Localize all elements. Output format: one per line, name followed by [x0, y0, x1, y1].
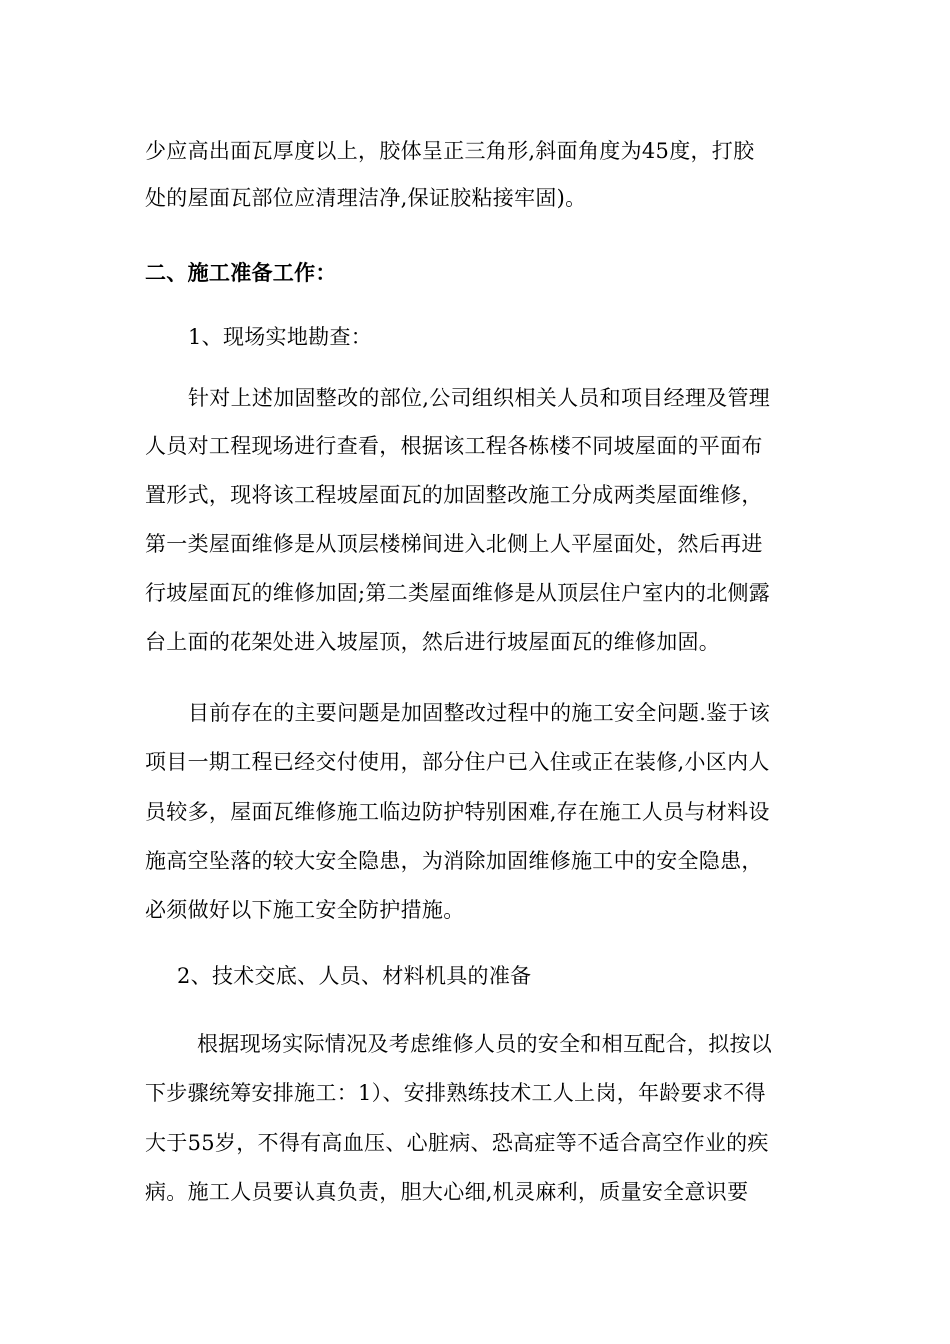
paragraph-line: 根据现场实际情况及考虑维修人员的安全和相互配合，拟按以: [197, 1032, 773, 1056]
subsection-heading: 2、技术交底、人员、材料机具的准备: [177, 964, 532, 988]
paragraph-line: 台上面的花架处进入坡屋顶，然后进行坡屋面瓦的维修加固。: [145, 630, 721, 654]
paragraph-line: 施高空坠落的较大安全隐患，为消除加固维修施工中的安全隐患，: [145, 849, 763, 873]
section-heading: 二、施工准备工作：: [145, 261, 337, 285]
paragraph-line: 项目一期工程已经交付使用，部分住户已入住或正在装修,小区内人: [145, 750, 770, 774]
paragraph-line: 目前存在的主要问题是加固整改过程中的施工安全问题.鉴于该: [188, 701, 771, 725]
paragraph-line: 置形式，现将该工程坡屋面瓦的加固整改施工分成两类屋面维修，: [145, 483, 763, 507]
paragraph-line: 病。施工人员要认真负责，胆大心细,机灵麻利，质量安全意识要: [145, 1180, 749, 1204]
subsection-heading: 1、现场实地勘查：: [188, 325, 373, 349]
paragraph-line: 员较多，屋面瓦维修施工临边防护特别困难,存在施工人员与材料设: [145, 800, 770, 824]
paragraph-line: 大于55岁，不得有高血压、心脏病、恐高症等不适合高空作业的疾: [145, 1131, 769, 1155]
paragraph-line: 针对上述加固整改的部位,公司组织相关人员和项目经理及管理: [188, 386, 771, 410]
paragraph-line: 处的屋面瓦部位应清理洁净,保证胶粘接牢固)。: [145, 186, 587, 210]
paragraph-line: 人员对工程现场进行查看，根据该工程各栋楼不同坡屋面的平面布: [145, 434, 763, 458]
paragraph-line: 行坡屋面瓦的维修加固;第二类屋面维修是从顶层住户室内的北侧露: [145, 581, 771, 605]
paragraph-line: 少应高出面瓦厚度以上，胶体呈正三角形,斜面角度为45度，打胶: [145, 139, 755, 163]
paragraph-line: 第一类屋面维修是从顶层楼梯间进入北侧上人平屋面处，然后再进: [145, 532, 763, 556]
paragraph-line: 下步骤统筹安排施工：1）、安排熟练技术工人上岗，年龄要求不得: [145, 1081, 766, 1105]
paragraph-line: 必须做好以下施工安全防护措施。: [145, 898, 465, 922]
